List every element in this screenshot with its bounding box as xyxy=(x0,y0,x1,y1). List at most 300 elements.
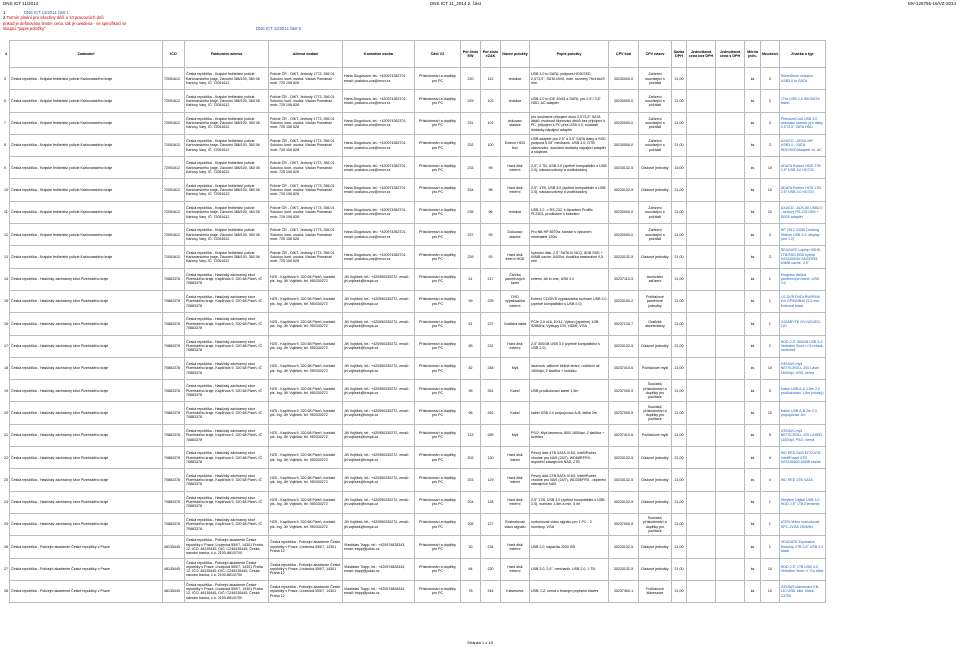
cell-znacka: AXAGO - ADSA-MP USB3.0 - SATA HDD/SSD/Adaptér vč. AC xyxy=(779,134,825,156)
table-row xyxy=(3,224,825,246)
cell-cpvn: Součásti, příslušenství a doplňky pro počítače xyxy=(639,513,672,535)
cell-ezak: 261 xyxy=(481,380,501,402)
cell-ezak: 100 xyxy=(481,134,501,156)
table-row xyxy=(3,157,825,179)
note-title: DNS ICT 11/2014 část 1 xyxy=(23,10,69,15)
cell-fakt: Česká republika - Krajské ředitelství policie Karlovarského kraje, Závodní 386/100, 360 06 Karlovy Vary, IČ: 72051612 xyxy=(185,201,269,223)
note-num: 2 xyxy=(3,15,6,21)
cell-nazev: redukce xyxy=(501,201,530,223)
cell-fakt: Česká republika - Hasičský záchranný sbor Plzeňského kraje, Kaplířova 9, 320 68 Plzeň, IČ 70883378 xyxy=(185,469,269,491)
cell-empty xyxy=(687,112,716,134)
cell-kon: Hana Dlugošová, tel.: +420974362701, email: pozkdvu-zvz@mvcr.cz xyxy=(343,68,415,90)
cell-kon: Vlastislav Trapp, tel.: +420974828343, email: trapp@polac.cz xyxy=(343,558,415,580)
cell-ezak: 127 xyxy=(481,513,501,535)
cell-dph: 15,00 xyxy=(672,157,687,179)
cell-nazev: Čtečka paměťových karet xyxy=(501,268,530,290)
table-row xyxy=(3,536,825,558)
col-header: Část VZ xyxy=(415,41,461,68)
cell-dph: 21,00 xyxy=(672,491,687,513)
cell-popis: PCIe 2.0 x16, DX11, Výkon (pipeline) 1GB 928MHz, Výstupy DVI, HDMI, VGA xyxy=(530,313,609,335)
cell-fakt: Česká republika - Hasičský záchranný sbor Plzeňského kraje, Kaplířova 9, 320 68 Plzeň, IČ 70883378 xyxy=(185,290,269,312)
cell-znacka: GIGABYTE GV-N210D3-1GI xyxy=(779,313,825,335)
cell-fakt: Česká republika - Krajské ředitelství policie Karlovarského kraje, Závodní 386/100, 360 06 Karlovy Vary, IČ: 72051612 xyxy=(185,68,269,90)
cell-mn: 10 xyxy=(761,157,780,179)
table-row xyxy=(3,380,825,402)
cell-fakt: Česká republika - Hasičský záchranný sbor Plzeňského kraje, Kaplířova 9, 320 68 Plzeň, IČ 70883378 xyxy=(185,402,269,424)
cell-zad: Česká republika - Krajské ředitelství policie Karlovarského kraje xyxy=(10,112,163,134)
note-limit: pokud je definována limitní cena, tak je uvedena - ve specifikaci ve xyxy=(3,20,127,26)
header-left: DNS ICT 11/2014 xyxy=(3,1,39,6)
cell-empty xyxy=(687,558,716,580)
cell-dph: 21,00 xyxy=(672,246,687,268)
cell-nazev: Dokovací stanice xyxy=(501,224,530,246)
cell-dph: 21,00 xyxy=(672,558,687,580)
col-header: Poř.číslo EW xyxy=(461,41,481,68)
cell-ew: 202 xyxy=(461,447,481,469)
col-header: Sazba DPH xyxy=(672,41,687,68)
cell-dph: 21,00 xyxy=(672,357,687,379)
cell-dod: Policie ČR - OIKT, Jednoty 1773, 356 01 Sokolov, kont. osoba: Václav Pomahač mob: 725 106 828 xyxy=(269,68,343,90)
table-row xyxy=(3,90,825,112)
cell-kon: Hana Dlugošová, tel.: +420974362701, email: pozkdvu-zvz@mvcr.cz xyxy=(343,179,415,201)
cell-mn: 10 xyxy=(761,201,780,223)
cell-empty xyxy=(687,513,716,535)
cell-cast: Příslušenství a doplňky pro PC xyxy=(415,157,461,179)
cell-nazev: Rozbočovač video signálu xyxy=(501,513,530,535)
cell-ezak: 128 xyxy=(481,491,501,513)
cell-rn: 21 xyxy=(4,433,8,438)
cell-mn: 10 xyxy=(761,402,780,424)
cell-mn: 4 xyxy=(761,447,780,469)
cell-empty xyxy=(687,313,716,335)
cell-ew: 51 xyxy=(461,268,481,290)
cell-popis: USB 3.0 to SATA, podpora HDD/SSD, 2,5"/3,5", SATA I/II/III, max. rozměry 76x16x29 mm xyxy=(530,68,609,90)
cell-fakt: Česká republika - Hasičský záchranný sbor Plzeňského kraje, Kaplířova 9, 320 68 Plzeň, IČ 70883378 xyxy=(185,357,269,379)
cell-empty xyxy=(716,536,745,558)
cell-empty xyxy=(716,134,745,156)
cell-fakt: Česká republika - Hasičský záchranný sbor Plzeňského kraje, Kaplířova 9, 320 68 Plzeň, IČ 70883378 xyxy=(185,268,269,290)
cell-ico: 72051612 xyxy=(163,246,185,268)
cell-rn: 26 xyxy=(4,544,8,549)
cell-empty xyxy=(687,580,716,602)
cell-mj: ks xyxy=(745,68,761,90)
cell-mj: ks xyxy=(745,246,761,268)
cell-popis: 2,5", 2 TB, USB 3.0 (zpětně kompatibilní s USB 2.0), nárazuvzdorný a vodědodolný xyxy=(530,157,609,179)
cell-dod: HZS - Kaplířova 9, 320 68 Plzeň, kontakt pls. Ing. Jiří Vojtíšek, tel. 950330272 xyxy=(269,357,343,379)
cell-ew: 231 xyxy=(461,112,481,134)
cell-ew: 229 xyxy=(461,90,481,112)
cell-empty xyxy=(716,424,745,446)
table-row xyxy=(3,402,825,424)
cell-empty xyxy=(687,357,716,379)
cell-dod: Policie ČR - OIKT, Jednoty 1773, 356 01 Sokolov, kont. osoba: Václav Pomahač mob: 725 106 828 xyxy=(269,179,343,201)
cell-kon: Hana Dlugošová, tel.: +420974362701, email: pozkdvu-zvz@mvcr.cz xyxy=(343,112,415,134)
cell-ezak: 129 xyxy=(481,469,501,491)
cell-znacka: Kingston čtečka paměťových karet, USB 3.0 xyxy=(779,268,825,290)
cell-mn: 5 xyxy=(761,424,780,446)
cell-znacka: SilverStone redukce USB3.0 to SATA xyxy=(779,68,825,90)
top-notes xyxy=(3,10,127,31)
row-number: 4 xyxy=(3,41,10,68)
cell-cast: Příslušenství a doplňky pro PC xyxy=(415,380,461,402)
cell-kon: Jiří Vojtíšek, tel.: +420950330272, email: jiri.vojtisek@hzspk.cz xyxy=(343,268,415,290)
cell-fakt: Česká republika - Hasičský záchranný sbor Plzeňského kraje, Kaplířova 9, 320 68 Plzeň, IČ 70883378 xyxy=(185,380,269,402)
cell-ico: 70883378 xyxy=(163,380,185,402)
cell-ew: 59 xyxy=(461,290,481,312)
cell-fakt: Česká republika - Krajské ředitelství policie Karlovarského kraje, Závodní 386/100, 360 06 Karlovy Vary, IČ: 72051612 xyxy=(185,157,269,179)
cell-znacka: GENIUS myš NETSCROLL 200 LASER, 1600dpi, PS/2, černá xyxy=(779,424,825,446)
cell-dod: Policie ČR - OIKT, Jednoty 1773, 356 01 Sokolov, kont. osoba: Václav Pomahač mob: 725 106 828 xyxy=(269,224,343,246)
cell-ezak: 225 xyxy=(481,290,501,312)
cell-dod: Policie ČR - OIKT, Jednoty 1773, 356 01 Sokolov, kont. osoba: Václav Pomahač mob: 725 106 828 xyxy=(269,134,343,156)
cell-rn: 17 xyxy=(4,344,8,349)
cell-dph: 21,00 xyxy=(672,402,687,424)
cell-empty xyxy=(687,246,716,268)
cell-cpvn: Součásti, příslušenství a doplňky pro počítače xyxy=(639,380,672,402)
cell-mn: 10 xyxy=(761,357,780,379)
cell-cpv: 30233132-5 xyxy=(609,558,639,580)
table-row xyxy=(3,246,825,268)
cell-mj: ks xyxy=(745,335,761,357)
cell-zad: Česká republika - Krajské ředitelství policie Karlovarského kraje xyxy=(10,157,163,179)
cell-dod: HZS - Kaplířova 9, 320 68 Plzeň, kontakt pls. Ing. Jiří Vojtíšek, tel. 950330272 xyxy=(269,469,343,491)
cell-ew: 95 xyxy=(461,380,481,402)
cell-cast: Příslušenství a doplňky pro PC xyxy=(415,313,461,335)
cell-zad: Česká republika - Hasičský záchranný sbor Plzeňského kraje xyxy=(10,469,163,491)
cell-empty xyxy=(687,157,716,179)
cell-znacka: WD RED 3TB SATA xyxy=(779,469,825,491)
cell-nazev: Hard disk externí xyxy=(501,179,530,201)
cell-dod: Policie ČR - OIKT, Jednoty 1773, 356 01 Sokolov, kont. osoba: Václav Pomahač mob: 725 106 828 xyxy=(269,246,343,268)
cell-ew: 30 xyxy=(461,536,481,558)
cell-zad: Česká republika - Hasičský záchranný sbor Plzeňského kraje xyxy=(10,447,163,469)
cell-znacka: ATEN Video rozbočovač SPC-2VGA 250MHz xyxy=(779,513,825,535)
cell-dod: HZS - Kaplířova 9, 320 68 Plzeň, kontakt pls. Ing. Jiří Vojtíšek, tel. 950330272 xyxy=(269,447,343,469)
cell-empty xyxy=(687,179,716,201)
cell-cpvn: Diskové jednotky xyxy=(639,335,672,357)
cell-zad: Česká republika - Hasičský záchranný sbor Plzeňského kraje xyxy=(10,335,163,357)
cell-cpvn: Zařízení související s počítači xyxy=(639,201,672,223)
cell-popis: rozbočovač video signálu pro 1 PC - 2 monitory, VGA xyxy=(530,513,609,535)
cell-ico: 48135445 xyxy=(163,536,185,558)
table-row xyxy=(3,68,825,90)
cell-dph: 21,00 xyxy=(672,447,687,469)
cell-cpv: 30237460-1 xyxy=(609,580,639,602)
cell-empty xyxy=(716,335,745,357)
cell-mj: ks xyxy=(745,290,761,312)
cell-cast: Příslušenství a doplňky pro PC xyxy=(415,224,461,246)
cell-mn: 3 xyxy=(761,112,780,134)
cell-ico: 70883378 xyxy=(163,424,185,446)
cell-empty xyxy=(716,313,745,335)
cell-cpv: 30233132-5 xyxy=(609,447,639,469)
cell-cast: Příslušenství a doplňky pro PC xyxy=(415,558,461,580)
header-center: DNS ICT 11_2014 2. část xyxy=(430,1,481,6)
cell-empty xyxy=(687,447,716,469)
part-label: DNS ICT 11/2014 část 5 xyxy=(256,26,301,31)
cell-rn: 28 xyxy=(4,589,8,594)
cell-dod: HZS - Kaplířova 9, 320 68 Plzeň, kontakt pls. Ing. Jiří Vojtíšek, tel. 950330272 xyxy=(269,491,343,513)
cell-ezak: 230 xyxy=(481,558,501,580)
cell-nazev: Hard disk externí xyxy=(501,536,530,558)
cell-kon: Jiří Vojtíšek, tel.: +420950330272, email: jiri.vojtisek@hzspk.cz xyxy=(343,491,415,513)
cell-ezak: 93 xyxy=(481,246,501,268)
cell-ew: 205 xyxy=(461,513,481,535)
cell-znacka: SEAGATE Laptop SSHD 1TB/SSD 8GB hybrid SATAIII/6Gb 5400RPM, 64MB cache, 2,5" xyxy=(779,246,825,268)
cell-empty xyxy=(716,402,745,424)
cell-mn: 3 xyxy=(761,134,780,156)
col-header: Kontaktní osoba xyxy=(343,41,415,68)
cell-fakt: Česká republika - Krajské ředitelství policie Karlovarského kraje, Závodní 386/100, 360 06 Karlovy Vary, IČ: 72051612 xyxy=(185,134,269,156)
cell-ew: 234 xyxy=(461,179,481,201)
cell-dph: 21,00 xyxy=(672,90,687,112)
cell-dod: Policie ČR - OIKT, Jednoty 1773, 356 01 Sokolov, kont. osoba: Václav Pomahač mob: 725 106 828 xyxy=(269,157,343,179)
cell-ew: 204 xyxy=(461,491,481,513)
cell-mn: 5 xyxy=(761,380,780,402)
cell-cpv: 30237410-6 xyxy=(609,424,639,446)
header-row xyxy=(3,41,825,68)
cell-kon: Hana Dlugošová, tel.: +420974362701, email: pozkdvu-zvz@mvcr.cz xyxy=(343,157,415,179)
table-row xyxy=(3,469,825,491)
cell-cast: Příslušenství a doplňky pro PC xyxy=(415,112,461,134)
cell-mn: 10 xyxy=(761,558,780,580)
cell-ico: 48135445 xyxy=(163,558,185,580)
cell-nazev: Hard disk externí xyxy=(501,491,530,513)
cell-cpvn: Počítačové klávesnice xyxy=(639,580,672,602)
col-header: Měrná jedn. xyxy=(745,41,761,68)
col-header: Název položky xyxy=(501,41,530,68)
col-header: Zadavatel xyxy=(10,41,163,68)
cell-dph: 21,00 xyxy=(672,580,687,602)
cell-popis: externí, All in one, USB 3.0 xyxy=(530,268,609,290)
note-num: 1 xyxy=(3,10,6,15)
cell-rn: 5 xyxy=(4,76,6,81)
cell-zad: Česká republika - Hasičský záchranný sbor Plzeňského kraje xyxy=(10,491,163,513)
cell-dod: HZS - Kaplířova 9, 320 68 Plzeň, kontakt pls. Ing. Jiří Vojtíšek, tel. 950330272 xyxy=(269,402,343,424)
cell-empty xyxy=(716,112,745,134)
table-row xyxy=(3,513,825,535)
cell-dod: Policie ČR - OIKT, Jednoty 1773, 356 01 Sokolov, kont. osoba: Václav Pomahač mob: 725 106 828 xyxy=(269,201,343,223)
cell-ico: 70883378 xyxy=(163,513,185,535)
cell-zad: Česká republika - Hasičský záchranný sbor Plzeňského kraje xyxy=(10,424,163,446)
col-header: CPV kód xyxy=(609,41,639,68)
cell-cpvn: Zařízení související s počítači xyxy=(639,90,672,112)
cell-kon: Hana Dlugošová, tel.: +420974362701, email: pozkdvu-zvz@mvcr.cz xyxy=(343,134,415,156)
cell-znacka: ADATA Externí HDD 1TB 2,5" USB 3.0 HD720 xyxy=(779,179,825,201)
cell-nazev: Hard disk interní xyxy=(501,469,530,491)
table-row xyxy=(3,424,825,446)
cell-rn: 13 xyxy=(4,254,8,259)
cell-mn: 2 xyxy=(761,335,780,357)
cell-cpv: 30230000-0 xyxy=(609,112,639,134)
cell-dod: HZS - Kaplířova 9, 320 68 Plzeň, kontakt pls. Ing. Jiří Vojtíšek, tel. 950330272 xyxy=(269,290,343,312)
cell-dod: Česká republika - Policejní akademie České republiky v Praze, Lhotecká 559/7, 14301 Praha 12 xyxy=(269,558,343,580)
cell-cpv: 30237000-9 xyxy=(609,402,639,424)
cell-empty xyxy=(687,201,716,223)
cell-cast: Příslušenství a doplňky pro PC xyxy=(415,90,461,112)
cell-ico: 70883378 xyxy=(163,268,185,290)
cell-cast: Příslušenství a doplňky pro PC xyxy=(415,201,461,223)
cell-fakt: Česká republika - Hasičský záchranný sbor Plzeňského kraje, Kaplířova 9, 320 68 Plzeň, IČ 70883378 xyxy=(185,447,269,469)
cell-cpv: 30233132-5 xyxy=(609,335,639,357)
cell-empty xyxy=(687,380,716,402)
cell-nazev: Kabel xyxy=(501,402,530,424)
cell-cpvn: Diskové jednotky xyxy=(639,469,672,491)
table-row xyxy=(3,290,825,312)
cell-rn: 27 xyxy=(4,567,8,572)
cell-nazev: redukce xyxy=(501,68,530,90)
cell-mn: 1 xyxy=(761,513,780,535)
cell-mj: ks xyxy=(745,424,761,446)
cell-mn: 1 xyxy=(761,491,780,513)
cell-dph: 21,00 xyxy=(672,335,687,357)
cell-znacka: LG DVR DVD±RW/RAM Ext GP50NB40 (5.5 mm External black xyxy=(779,290,825,312)
cell-cpvn: Zařízení související s počítači xyxy=(639,112,672,134)
cell-empty xyxy=(716,580,745,602)
cell-cast: Příslušenství a doplňky pro PC xyxy=(415,179,461,201)
table-row xyxy=(3,335,825,357)
cell-ezak: 234 xyxy=(481,536,501,558)
cell-cpv: 30237110-3 xyxy=(609,268,639,290)
cell-mj: ks xyxy=(745,134,761,156)
cell-rn: 22 xyxy=(4,455,8,460)
cell-dod: HZS - Kaplířova 9, 320 68 Plzeň, kontakt pls. Ing. Jiří Vojtíšek, tel. 950330272 xyxy=(269,380,343,402)
cell-empty xyxy=(687,469,716,491)
col-header: Poř.číslo eZAK xyxy=(481,41,501,68)
cell-ico: 72051612 xyxy=(163,224,185,246)
col-header: Značka a typ xyxy=(779,41,825,68)
cell-ew: 203 xyxy=(461,469,481,491)
cell-rn: 23 xyxy=(4,477,8,482)
items-table xyxy=(3,40,826,603)
cell-cast: Příslušenství a doplňky pro PC xyxy=(415,134,461,156)
print-header xyxy=(0,0,960,9)
cell-ew: 78 xyxy=(461,580,481,602)
cell-fakt: Česká republika - Policejní akademie České republiky v Praze, Lhotecká 559/7, 14301 Praha 12, IČO: 48135445, DIČ: CZ48135445, Česká národní banka, č.ú. 2100-881/0700 xyxy=(185,536,269,558)
cell-rn: 18 xyxy=(4,366,8,371)
cell-mj: ks xyxy=(745,491,761,513)
cell-cpvn: Diskové jednotky xyxy=(639,157,672,179)
cell-cpvn: Zařízení související s počítači xyxy=(639,68,672,90)
cell-nazev: Hard disk interní xyxy=(501,447,530,469)
cell-zad: Česká republika - Hasičský záchranný sbor Plzeňského kraje xyxy=(10,380,163,402)
cell-cpvn: Počítačové myši xyxy=(639,424,672,446)
cell-mj: ks xyxy=(745,469,761,491)
cell-ew: 64 xyxy=(461,558,481,580)
cell-ew: 61 xyxy=(461,313,481,335)
cell-cast: Příslušenství a doplňky pro PC xyxy=(415,290,461,312)
cell-cast: Příslušenství a doplňky pro PC xyxy=(415,246,461,268)
cell-cast: Příslušenství a doplňky pro PC xyxy=(415,335,461,357)
table-row xyxy=(3,558,825,580)
cell-znacka: Kabel USB A-A 1.8m 2.0 prodlužovací 1.8m (modrý) xyxy=(779,380,825,402)
cell-nazev: Hard disk externí xyxy=(501,157,530,179)
cell-mj: ks xyxy=(745,536,761,558)
cell-nazev: Externí HDD box xyxy=(501,134,530,156)
cell-empty xyxy=(716,179,745,201)
cell-znacka: ADATA Externí HDD 2TB 2,5" USB 3.0 HD720 xyxy=(779,157,825,179)
cell-empty xyxy=(716,268,745,290)
cell-ezak: 112 xyxy=(481,68,501,90)
cell-kon: Hana Dlugošová, tel.: +420974362701, email: pozkdvu-zvz@mvcr.cz xyxy=(343,246,415,268)
cell-ew: 232 xyxy=(461,134,481,156)
cell-mj: ks xyxy=(745,357,761,379)
cell-empty xyxy=(687,335,716,357)
table-row xyxy=(3,201,825,223)
col-header: Množství xyxy=(761,41,780,68)
col-header: Fakturační adresa xyxy=(185,41,269,68)
cell-nazev: Myš xyxy=(501,357,530,379)
note-column: sloupci "popis položky" xyxy=(3,25,46,31)
cell-dph: 21,00 xyxy=(672,469,687,491)
cell-fakt: Česká republika - Krajské ředitelství policie Karlovarského kraje, Závodní 386/100, 360 06 Karlovy Vary, IČ: 72051612 xyxy=(185,112,269,134)
col-header: Jednotková cena s DPH xyxy=(716,41,745,68)
cell-dod: HZS - Kaplířova 9, 320 68 Plzeň, kontakt pls. Ing. Jiří Vojtíšek, tel. 950330272 xyxy=(269,424,343,446)
cell-empty xyxy=(687,224,716,246)
cell-popis: hybridní disk, 2,5" SATA III NCQ, 8GB SSD + 64MB cache, 5400ot, tloušťka maximálně 9,5 mm xyxy=(530,246,609,268)
cell-fakt: Česká republika - Krajské ředitelství policie Karlovarského kraje, Závodní 386/100, 360 06 Karlovy Vary, IČ: 72051612 xyxy=(185,224,269,246)
cell-cast: Příslušenství a doplňky pro PC xyxy=(415,357,461,379)
cell-fakt: Česká republika - Hasičský záchranný sbor Plzeňského kraje, Kaplířova 9, 320 68 Plzeň, IČ 70883378 xyxy=(185,491,269,513)
cell-mn: 1 xyxy=(761,536,780,558)
cell-znacka: GENIUS klávesnice KB-110 USB, slim, black, CZ/SK xyxy=(779,580,825,602)
cell-mj: ks xyxy=(745,201,761,223)
cell-znacka: HDD 2.5" 1TB USB 3.0 Verbatim Store 'n' Go Ultra xyxy=(779,558,825,580)
cell-popis: USB prodlužovací kabel 1,5m xyxy=(530,380,609,402)
table-row xyxy=(3,491,825,513)
cell-kon: Vlastislav Trapp, tel.: +420974828343, email: trapp@polac.cz xyxy=(343,580,415,602)
cell-dph: 21,00 xyxy=(672,201,687,223)
cell-zad: Česká republika - Hasičský záchranný sbor Plzeňského kraje xyxy=(10,402,163,424)
table-row xyxy=(3,357,825,379)
cell-zad: Česká republika - Krajské ředitelství policie Karlovarského kraje xyxy=(10,90,163,112)
cell-ezak: 99 xyxy=(481,157,501,179)
page-footer: Stránka 1 z 19 xyxy=(467,640,493,645)
cell-ew: 233 xyxy=(461,157,481,179)
cell-cpv: 30230000-0 xyxy=(609,201,639,223)
cell-dph: 21,00 xyxy=(672,268,687,290)
cell-kon: Jiří Vojtíšek, tel.: +420950330272, email: jiri.vojtisek@hzspk.cz xyxy=(343,313,415,335)
cell-zad: Česká republika - Hasičský záchranný sbor Plzeňského kraje xyxy=(10,290,163,312)
cell-ico: 70883378 xyxy=(163,335,185,357)
cell-mj: ks xyxy=(745,112,761,134)
cell-mj: ks xyxy=(745,380,761,402)
cell-mn: 1 xyxy=(761,268,780,290)
cell-kon: Jiří Vojtíšek, tel.: +420950330272, email: jiri.vojtisek@hzspk.cz xyxy=(343,402,415,424)
cell-cpvn: Zařízení související s počítači xyxy=(639,134,672,156)
cell-mn: 3 xyxy=(761,90,780,112)
cell-empty xyxy=(687,90,716,112)
cell-kon: Hana Dlugošová, tel.: +420974362701, email: pozkdvu-zvz@mvcr.cz xyxy=(343,201,415,223)
cell-zad: Česká republika - Krajské ředitelství policie Karlovarského kraje xyxy=(10,246,163,268)
cell-ezak: 244 xyxy=(481,580,501,602)
cell-ico: 72051612 xyxy=(163,134,185,156)
cell-znacka: PremiumCord USB 3.0 dokovací stanice pro disky 2.5"/3.5" SATA HDD xyxy=(779,112,825,134)
cell-cpv: 30237134-7 xyxy=(609,313,639,335)
cell-ezak: 101 xyxy=(481,112,501,134)
cell-cpv: 30230000-0 xyxy=(609,224,639,246)
cell-zad: Česká republika - Hasičský záchranný sbor Plzeňského kraje xyxy=(10,313,163,335)
cell-empty xyxy=(716,68,745,90)
cell-empty xyxy=(687,491,716,513)
cell-ew: 220 xyxy=(461,68,481,90)
cell-nazev: Klávesnice xyxy=(501,580,530,602)
cell-nazev: Hard disk externí xyxy=(501,558,530,580)
cell-ezak: 98 xyxy=(481,179,501,201)
cell-fakt: Česká republika - Hasičský záchranný sbor Plzeňského kraje, Kaplířova 9, 320 68 Plzeň, IČ 70883378 xyxy=(185,335,269,357)
cell-rn: 14 xyxy=(4,277,8,282)
cell-cpvn: Diskové jednotky xyxy=(639,179,672,201)
